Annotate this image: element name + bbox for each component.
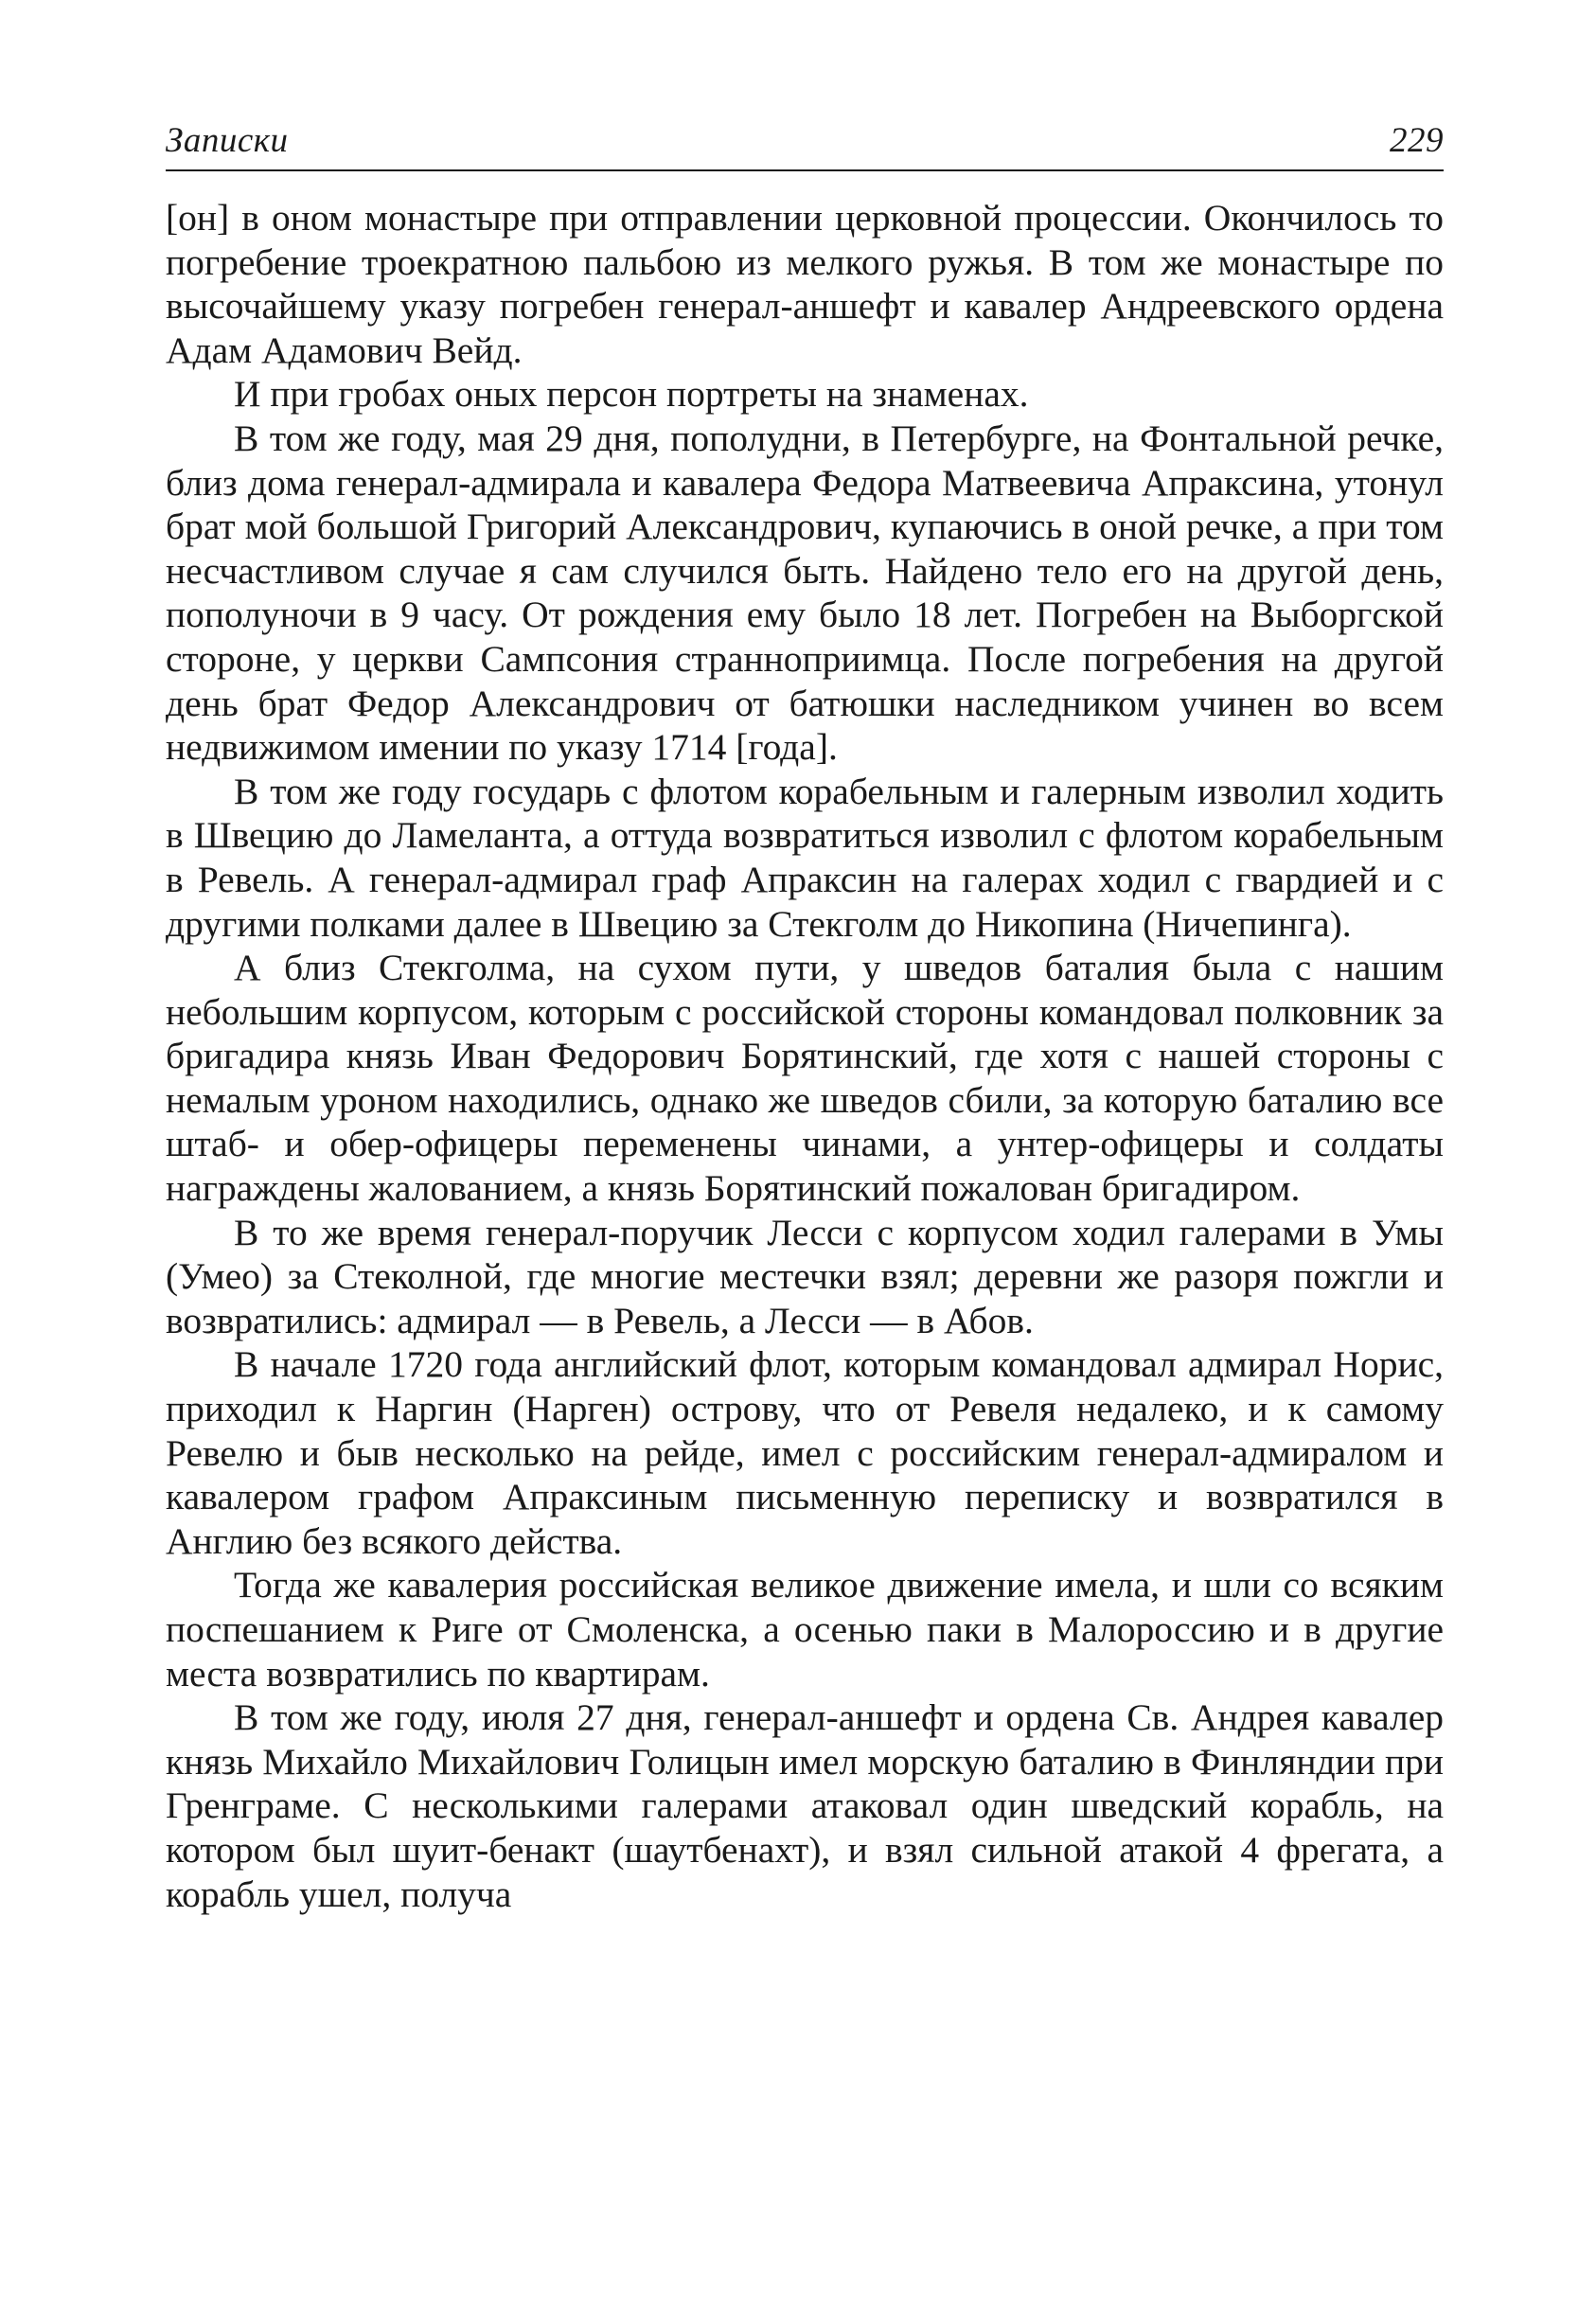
paragraph: А близ Стекголма, на сухом пути, у шведов баталия была с нашим небольшим корпусом, которым с российской стороны командовал полковник за бригадира князь Иван Федорович Борятинский, где хотя с нашей стороны с немалым уроном находились, однако же шведов сбили, за которую баталию все штаб- и обер-офицеры переменены чинами, а унтер-офицеры и солдаты награждены жалованием, а князь Борятинский пожалован бригадиром. [166, 947, 1444, 1210]
paragraph: В том же году государь с флотом корабельным и галерным изволил ходить в Швецию до Ламеланта, а оттуда возвратиться изволил с флотом корабельным в Ревель. А генерал-адмирал граф Апраксин на галерах ходил с гвардией и с другими полками далее в Швецию за Стекголм до Никопина (Ничепинга). [166, 770, 1444, 945]
paragraph: [он] в оном монастыре при отправлении церковной процессии. Окончилось то погребение троекратною пальбою из мелкого ружья. В том же монастыре по высочайшему указу погребен генерал-аншефт и кавалер Андреевского ордена Адам Адамович Вейд. [166, 197, 1444, 371]
body-text [166, 196, 1444, 1916]
page-number: 229 [1390, 121, 1444, 160]
running-title: Записки [166, 121, 289, 160]
paragraph: В то же время генерал-поручик Лесси с корпусом ходил галерами в Умы (Умео) за Стеколной, где многие местечки взял; деревни же разоря пожгли и возвратились: адмирал — в Ревель, а Лесси — в Абов. [166, 1211, 1444, 1341]
paragraph: В начале 1720 года английский флот, которым командовал адмирал Норис, приходил к Наргин (Нарген) острову, что от Ревеля недалеко, и к самому Ревелю и быв несколько на рейде, имел с российским генерал-адмиралом и кавалером графом Апраксиным письменную переписку и возвратился в Англию без всякого действа. [166, 1343, 1444, 1562]
paragraph: В том же году, мая 29 дня, пополудни, в Петербурге, на Фонтальной речке, близ дома генерал-адмирала и кавалера Федора Матвеевича Апраксина, утонул брат мой большой Григорий Александрович, купаючись в оной речке, а при том несчастливом случае я сам случился быть. Найдено тело его на другой день, пополуночи в 9 часу. От рождения ему было 18 лет. Погребен на Выборгской стороне, у церкви Сампсония странноприимца. После погребения на другой день брат Федор Александрович от батюшки наследником учинен во всем недвижимом имении по указу 1714 [года]. [166, 417, 1444, 769]
running-header [166, 123, 1444, 171]
book-page [166, 123, 1444, 1916]
paragraph: И при гробах оных персон портреты на знаменах. [234, 373, 1029, 416]
paragraph: Тогда же кавалерия российская великое движение имела, и шли со всяким поспешанием к Риге от Смоленска, а осенью паки в Малороссию и в другие места возвратились по квартирам. [166, 1564, 1444, 1695]
paragraph: В том же году, июля 27 дня, генерал-аншефт и ордена Св. Андрея кавалер князь Михайло Михайлович Голицын имел морскую баталию в Финляндии при Гренграме. С несколькими галерами атаковал один шведский корабль, на котором был шуит-бенакт (шаутбенахт), и взял сильной атакой 4 фрегата, а корабль ушел, получа [166, 1696, 1444, 1915]
